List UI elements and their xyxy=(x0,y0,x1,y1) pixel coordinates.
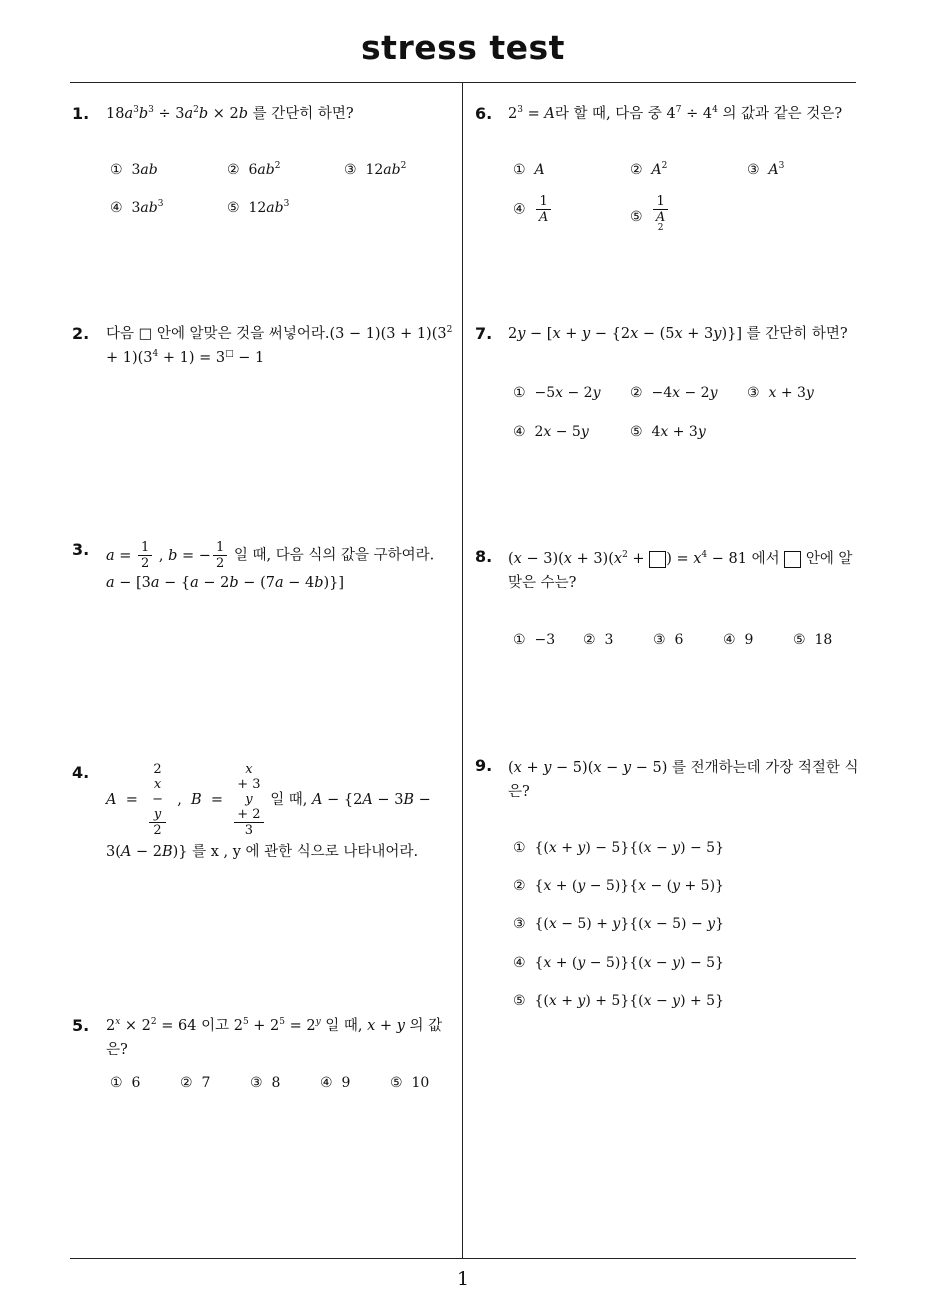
q3-text: 일 때, 다음 식의 값을 구하여라. xyxy=(233,547,435,564)
q3-stem xyxy=(106,540,456,595)
q5-choice-4[interactable]: ④ 9 xyxy=(320,1075,351,1091)
q5-choice-3[interactable]: ③ 8 xyxy=(250,1075,281,1091)
q8-choice-2[interactable]: ② 3 xyxy=(583,632,614,648)
q4-text-1: 일 때, xyxy=(270,792,308,808)
q4-condition: A = 2 x − y 2 , B = x + 3 y + 2 3 xyxy=(106,792,266,808)
q8-blank-box-2 xyxy=(784,551,801,568)
q7-stem: 2y − [x + y − {2x − (5x + 3y)}] 를 간단히 하면? xyxy=(508,326,848,342)
column-divider xyxy=(462,83,463,1258)
q6-choice-5[interactable]: ⑤ 1 A $^2$ xyxy=(630,194,670,240)
q8-blank-box xyxy=(649,551,666,568)
q1-number: 1. xyxy=(72,104,90,123)
q9-number: 9. xyxy=(475,756,493,775)
q1-text: 를 간단히 하면? xyxy=(252,106,354,122)
q1-choice-1[interactable]: ① 3ab xyxy=(110,162,158,178)
q5-choice-1[interactable]: ① 6 xyxy=(110,1075,141,1091)
q6-choice-3[interactable]: ③ $A^3$ xyxy=(747,161,785,178)
q9-choice-1[interactable]: ① {(x + y) − 5}{(x − y) − 5} xyxy=(513,840,724,856)
q8-stem: $(x - 3)(x + 3)(x^2$ + ) = $x^4 - 81$ 에서 안에 알맞은 수는? xyxy=(508,550,853,591)
q9-choice-4[interactable]: ④ {x + (y − 5)}{(x − y) − 5} xyxy=(513,955,724,971)
q1-choice-5[interactable]: ⑤ $12ab^3$ xyxy=(227,199,290,216)
page-title: stress test xyxy=(361,28,565,67)
q3-condition: a = $\frac{1}{2}$ , b = − $\frac{1}{2}$ xyxy=(106,548,229,564)
q5-stem: $2^x \times 2^2 = 64$ 이고 $2^5 + 2^5 = 2^y$ 일 때, x + y 의 값은? xyxy=(106,1017,443,1058)
q5-number: 5. xyxy=(72,1016,90,1035)
bottom-rule xyxy=(70,1258,856,1259)
q7-number: 7. xyxy=(475,324,493,343)
q2-stem xyxy=(106,322,456,370)
q4-stem xyxy=(106,762,456,866)
q6-choice-2[interactable]: ② $A^2$ xyxy=(630,161,668,178)
q4-text-2: 를 x , y 에 관한 식으로 나타내어라. xyxy=(192,844,419,860)
q8-choice-4[interactable]: ④ 9 xyxy=(723,632,754,648)
q6-choice-4[interactable]: ④ $\frac{1}{A}$ xyxy=(513,194,553,225)
q8-choice-1[interactable]: ① −3 xyxy=(513,632,556,648)
q7-choice-3[interactable]: ③ x + 3y xyxy=(747,385,814,401)
q9-choice-5[interactable]: ⑤ {(x + y) + 5}{(x − y) + 5} xyxy=(513,993,724,1009)
q9-choice-2[interactable]: ② {x + (y − 5)}{x − (y + 5)} xyxy=(513,878,724,894)
q8-number: 8. xyxy=(475,547,493,566)
top-rule xyxy=(70,82,856,83)
q8-choice-5[interactable]: ⑤ 18 xyxy=(793,632,833,648)
q1-choice-3[interactable]: ③ $12ab^2$ xyxy=(344,161,407,178)
q9-stem: (x + y − 5)(x − y − 5) 를 전개하는데 가장 적절한 식은? xyxy=(508,760,859,800)
q1-choice-4[interactable]: ④ $3ab^3$ xyxy=(110,199,164,216)
q7-choice-1[interactable]: ① −5x − 2y xyxy=(513,385,601,401)
q5-choice-2[interactable]: ② 7 xyxy=(180,1075,211,1091)
q2-number: 2. xyxy=(72,324,90,343)
q5-choice-5[interactable]: ⑤ 10 xyxy=(390,1075,430,1091)
q7-choice-4[interactable]: ④ 2x − 5y xyxy=(513,424,589,440)
q3-number: 3. xyxy=(72,540,90,559)
q6-choice-1[interactable]: ① A xyxy=(513,162,545,178)
q2-expression: $(3 - 1)(3 + 1)(3^2 + 1)(3^4 + 1) = 3^□ - 1$ xyxy=(106,325,453,366)
q1-choice-2[interactable]: ② $6ab^2$ xyxy=(227,161,281,178)
q1-stem xyxy=(106,102,446,126)
q3-expression: a − [3a − {a − 2b − (7a − 4b)}] xyxy=(106,575,345,591)
q6-stem: $2^3 = A$라 할 때, 다음 중 $4^7 \div 4^4$ 의 값과 같은 것은? xyxy=(508,105,843,122)
q1-expression: $18a^3b^3 \div 3a^2b \times 2b$ xyxy=(106,105,249,122)
q6-number: 6. xyxy=(475,104,493,123)
q7-choice-5[interactable]: ⑤ 4x + 3y xyxy=(630,424,706,440)
q4-expression: A − {2A − 3B − 3(A − 2B)} xyxy=(106,792,431,860)
q4-number: 4. xyxy=(72,763,90,782)
q2-text: 다음 □ 안에 알맞은 것을 써넣어라. xyxy=(106,326,330,342)
q7-choice-2[interactable]: ② −4x − 2y xyxy=(630,385,718,401)
q9-choice-3[interactable]: ③ {(x − 5) + y}{(x − 5) − y} xyxy=(513,916,724,932)
q8-choice-3[interactable]: ③ 6 xyxy=(653,632,684,648)
page-number: 1 xyxy=(456,1268,470,1290)
